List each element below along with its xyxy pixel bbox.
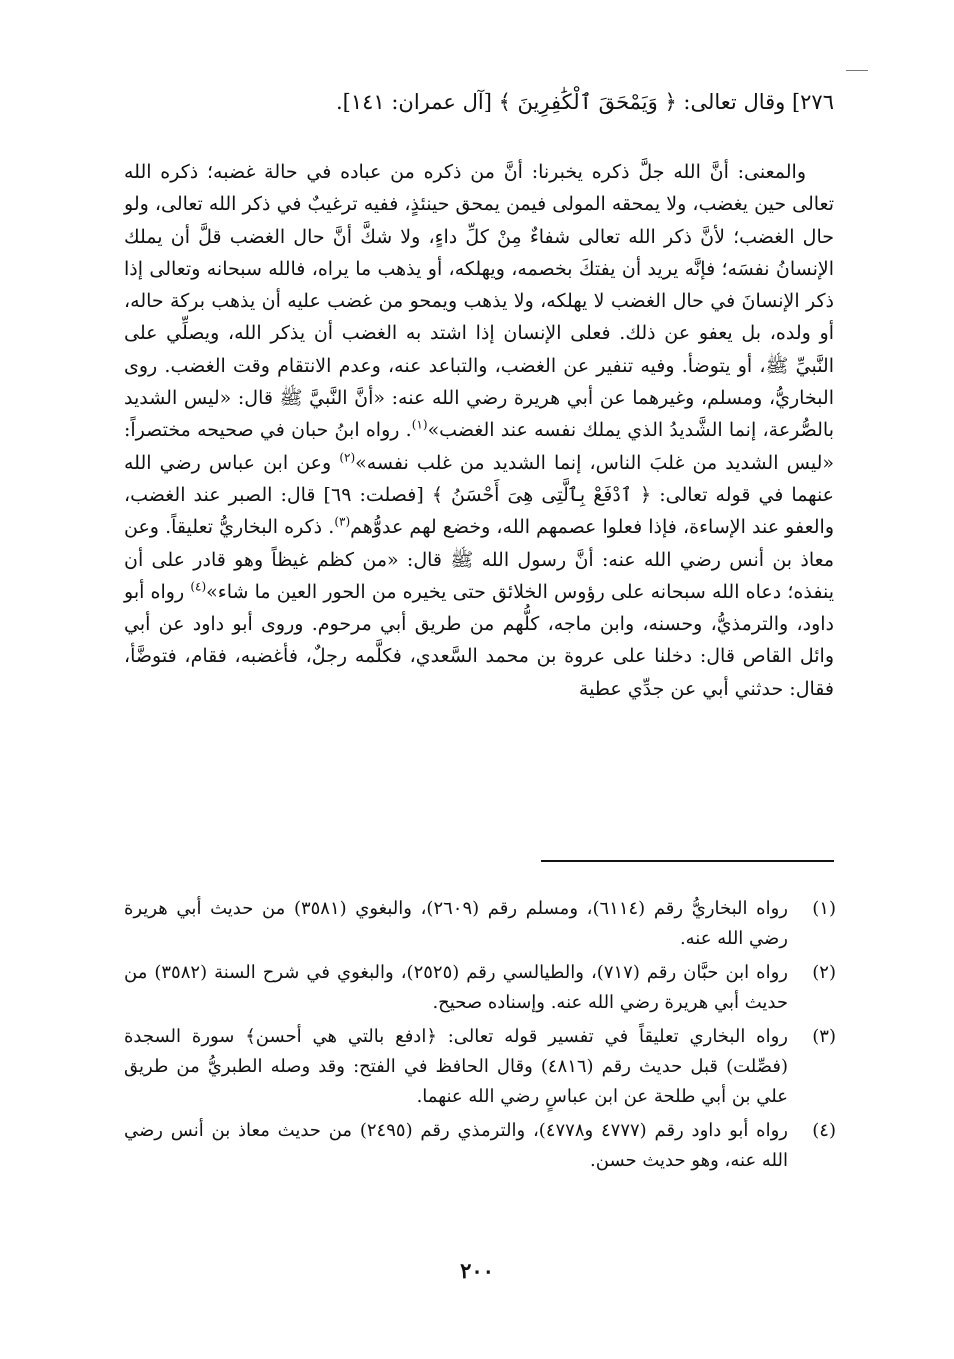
verse-heading: ٢٧٦] وقال تعالى: ﴿ وَيَمْحَقَ ٱلْكَٰفِرِينَ ﴾ [آل عمران: ١٤١]. (335, 90, 834, 114)
footnote-number: (٣) (812, 1026, 836, 1047)
page-number: ٢٠٠ (460, 1258, 494, 1283)
corner-mark (846, 70, 868, 71)
footnote-2 (124, 958, 836, 1018)
footnote-ref-1[interactable]: (١) (411, 418, 428, 433)
footnote-4 (124, 1116, 836, 1176)
footnote-ref-4[interactable]: (٤) (190, 579, 207, 594)
footnote-number: (٤) (812, 1120, 836, 1141)
footnote-separator (541, 860, 834, 862)
footnote-text: رواه ابن حبَّان رقم (٧١٧)، والطيالسي رقم (٢٥٢٥)، والبغوي في شرح السنة (٣٥٨٢) من حديث أبي هريرة رضي الله عنه. وإسناده صحيح. (124, 962, 789, 1013)
body-text-1: والمعنى: أنَّ الله جلَّ ذكره يخبرنا: أنَّ من ذكره من عباده في حالة غضبه؛ ذكره الله تعالى حين يغضب، ولا يمحقه المولى فيمن يمحق حينئذٍ، ففيه ترغيبٌ في ذكر الله تعالى، ولو حال الغضب؛ لأنَّ ذكر الله تعالى شفاءٌ مِنْ كلِّ داءٍ، ولا شكَّ أنَّ حال الغضب قلَّ أن يملك الإنسانُ نفسَه؛ فإنَّه يريد أن يفتكَ بخصمه، ويهلكه، أو يذهب ما يراه، فالله سبحانه وتعالى إذا ذكر الإنسانَ في حال الغضب لا يهلكه، ولا يذهب ويمحو من غضب عليه أن يذهب بركة حاله، أو ولده، بل يعفو عن ذلك. فعلى الإنسان إذا اشتد به الغضب أن يذكر الله، ويصلِّي على النَّبيِّ ﷺ، أو يتوضأ. وفيه تنفير عن الغضب، والتباعد عنه، وعدم الانتقام وقت الغضب. روى البخاريُّ، ومسلم، وغيرهما عن أبي هريرة رضي الله عنه: «أنَّ النَّبيَّ ﷺ قال: «ليس الشديد بالصُّرعة، إنما الشَّديدُ الذي يملك نفسه عند الغضب» (124, 161, 835, 442)
body-text-4: . ذكره البخاريُّ تعليقاً. وعن معاذ بن أنس رضي الله عنه: أنَّ رسول الله ﷺ قال: «من كظم غيظاً وهو قادر على أن ينفذه؛ دعاه الله سبحانه على رؤوس الخلائق حتى يخيره من الحور العين ما شاء» (124, 516, 834, 603)
main-text (124, 156, 834, 705)
footnote-number: (٢) (812, 962, 836, 983)
footnotes (124, 894, 836, 1180)
footnote-ref-2[interactable]: (٢) (339, 450, 356, 465)
footnote-text: رواه البخاري تعليقاً في تفسير قوله تعالى: ﴿ادفع بالتي هي أحسن﴾ سورة السجدة (فصِّلت) قبل حديث رقم (٤٨١٦) وقال الحافظ في الفتح: وقد وصله الطبريُّ من طريق علي بن أبي طلحة عن ابن عباسٍ رضي الله عنهما. (124, 1026, 788, 1107)
body-text-3: وعن ابن عباس رضي الله عنهما في قوله تعالى: ﴿ ٱدْفَعْ بِٱلَّتِى هِىَ أَحْسَنُ ﴾ [فصلت: ٦٩] قال: الصبر عند الغضب، والعفو عند الإساءة، فإذا فعلوا عصمهم الله، وخضع لهم عدوُّهم (124, 451, 835, 539)
footnote-3 (124, 1022, 836, 1112)
footnote-text: رواه البخاريُّ رقم (٦١١٤)، ومسلم رقم (٢٦٠٩)، والبغوي (٣٥٨١) من حديث أبي هريرة رضي الله عنه. (124, 898, 788, 949)
footnote-text: رواه أبو داود رقم (٤٧٧٧ و٤٧٧٨)، والترمذي رقم (٢٤٩٥) من حديث معاذ بن أنس رضي الله عنه، وهو حديث حسن. (124, 1120, 788, 1171)
footnote-ref-3[interactable]: (٣) (334, 514, 351, 529)
body-text-2: . رواه ابنُ حبان في صحيحه مختصراً: «ليس الشديد من غلبَ الناس، إنما الشديد من غلب نفسه» (124, 419, 834, 474)
footnote-number: (١) (812, 898, 836, 919)
body-text-5: رواه أبو داود، والترمذيُّ، وحسنه، وابن ماجه، كلُّهم من طريق أبي مرحوم. وروى أبو داود عن أبي وائل القاص قال: دخلنا على عروة بن محمد السَّعدي، فكلَّمه رجلٌ، فأغضبه، فقام، فتوضَّأ، فقال: حدثني أبي عن جدِّي عطية (124, 580, 834, 700)
footnote-1 (124, 894, 836, 954)
